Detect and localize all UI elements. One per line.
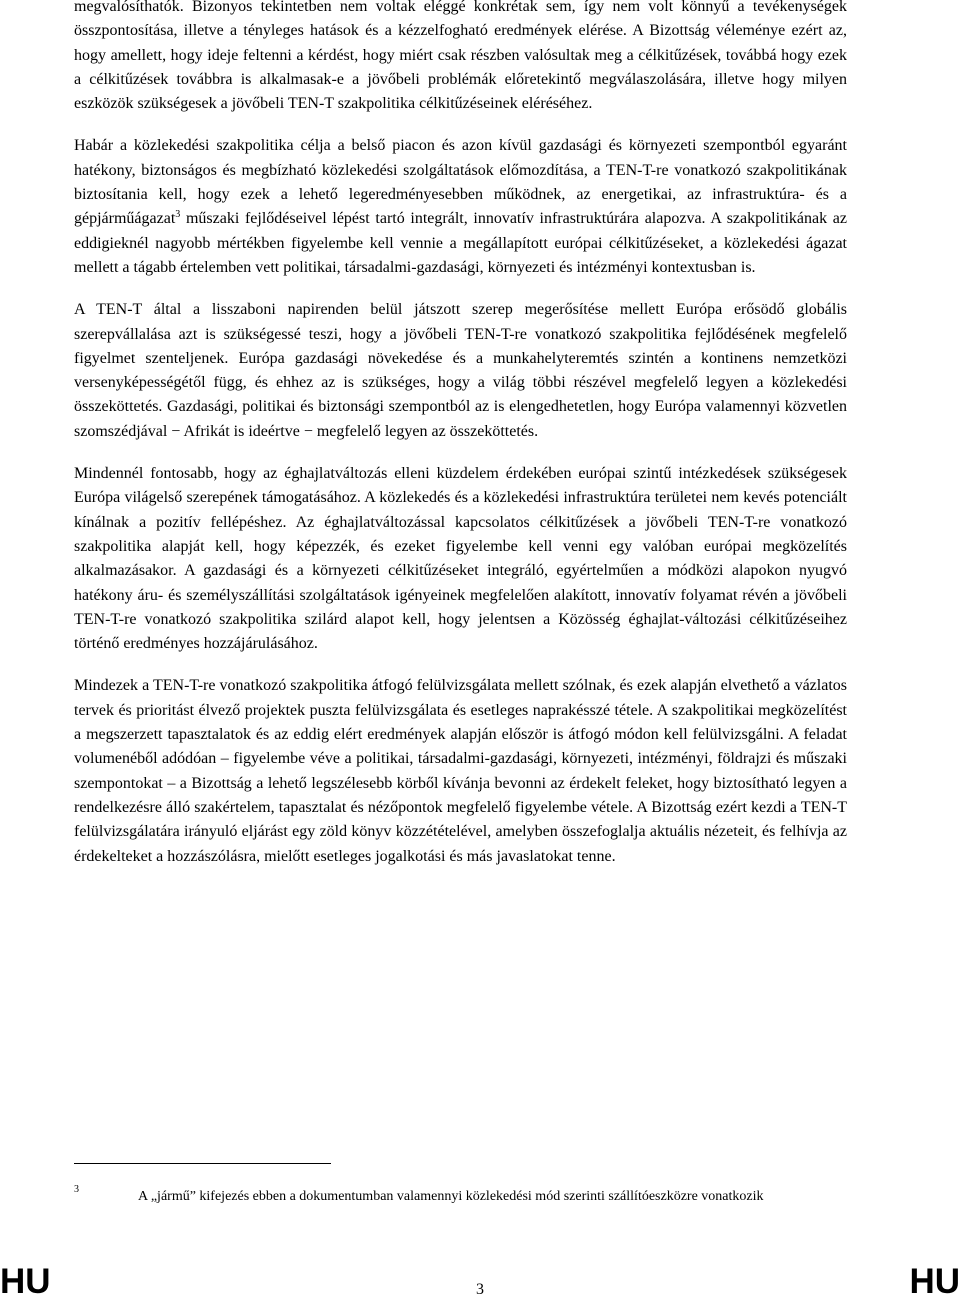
paragraph-2-part-b: műszaki fejlődéseivel lépést tartó integrált, innovatív infrastruktúrára alapozva. A szakpolitikának az eddigieknél nagyobb mértékben figyelembe kell vennie a megállapított európai célkitűzéseket, a közlekedési ágazat mellett a tágabb értelemben vett politikai, társadalmi-gazdasági, környezeti és intézményi kontextusban is.: [74, 210, 847, 276]
paragraph-2-part-a: Habár a közlekedési szakpolitika célja a belső piacon és azon kívül gazdasági és környezeti szempontból egyaránt hatékony, biztonságos és megbízható közlekedési szolgáltatások előmozdítása, a TEN-T-re vonatkozó szakpolitikának biztosítania kell, hogy ezek a lehető legeredményesebben működnek, az energetikai, az infrastruktúra- és a gépjárműágazat: [74, 137, 847, 228]
paragraph-4: Mindennél fontosabb, hogy az éghajlatváltozás elleni küzdelem érdekében európai szintű intézkedések szükségesek Európa világelső szerepének támogatásához. A közlekedés és a közlekedési infrastruktúra területei nem kevés potenciált kínálnak a pozitív fellépéshez. Az éghajlatváltozással kapcsolatos célkitűzések a jövőbeli TEN-T-re vonatkozó szakpolitika alapját kell, hogy képezzék, és ezeket figyelembe kell venni egy valóban európai megközelítés alkalmazásakor. A gazdasági és a környezeti célkitűzéseket integráló, egyértelműen a módközi alapokon nyugvó hatékony áru- és személyszállítási szolgáltatások igényeinek megfelelően alakított, innovatív folyamat révén a jövőbeli TEN-T-re vonatkozó szakpolitika szilárd alapot kell, hogy jelentsen a Közösség éghajlat-változási célkitűzéseihez történő eredményes hozzájárulásához.: [74, 465, 847, 653]
paragraph-1: megvalósíthatók. Bizonyos tekintetben nem voltak eléggé konkrétak sem, így nem volt könnyű a tevékenységek összpontosítása, illetve a tényleges hatások és a kézzelfogható eredmények elérése. A Bizottság véleménye ezért az, hogy amellett, hogy ideje feltenni a kérdést, hogy miért csak részben valósultak meg a célkitűzések, továbbá hogy ezek a célkitűzések továbbra is alkalmasak-e a jövőbeli problémák előretekintő megválaszolására, illetve hogy milyen eszközök szükségesek a jövőbeli TEN-T szakpolitika célkitűzéseinek eléréséhez.: [74, 0, 847, 113]
paragraph-3: A TEN-T által a lisszaboni napirenden belül játszott szerep megerősítése mellett Európa erősödő globális szerepvállalása azt is szükségessé teszi, hogy a jövőbeli TEN-T-re vonatkozó szakpolitika fejlődésének megfelelő figyelmet szenteljenek. Európa gazdasági növekedése és a munkahelyteremtés szintén a kontinens nemzetközi versenyképességétől függ, és ehhez az is szükséges, hogy a világ többi részével megfelelő legyen a közlekedési összeköttetés. Gazdasági, politikai és biztonsági szempontból az is elengedhetetlen, hogy Európa valamennyi közvetlen szomszédjával − Afrikát is ideértve − megfelelő legyen az összeköttetés.: [74, 301, 847, 440]
footnote-reference: 3: [175, 209, 181, 221]
document-body: [74, 0, 847, 869]
footnote-text: A „jármű” kifejezés ebben a dokumentumban valamennyi közlekedési mód szerinti szállítóeszközre vonatkozik: [138, 1189, 764, 1204]
paragraph-5: Mindezek a TEN-T-re vonatkozó szakpolitika átfogó felülvizsgálata mellett szólnak, és ezek alapján elvethető a vázlatos tervek és prioritást élvező projektek puszta felülvizsgálata és esetleges naprakésszé tétele. A szakpolitikai megközelítést a megszerzett tapasztalatok és az eddig elért eredmények alapján először is átfogó módon kell felülvizsgálni. A feladat volumenéből adódóan – figyelembe véve a politikai, társadalmi-gazdasági, környezeti, intézményi, földrajzi és műszaki szempontokat – a Bizottság a lehető legszélesebb körből kívánja bevonni az érdekelt feleket, hogy biztosítható legyen a rendelkezésre álló szakértelem, tapasztalat és nézőpontok megfelelő figyelembe vétele. A Bizottság ezért kezdi a TEN-T felülvizsgálatára irányuló eljárást egy zöld könyv közzétételével, amelyben összefoglalja aktuális nézeteit, és felhívja az érdekelteket a hozzászólásra, mielőtt esetleges jogalkotási és más javaslatokat tenne.: [74, 677, 847, 865]
page-number: 3: [476, 1281, 484, 1298]
language-code-left: HU: [0, 1262, 51, 1301]
footnote-marker: 3: [74, 1184, 79, 1195]
language-code-right: HU: [909, 1262, 960, 1301]
paragraph-2: [74, 134, 847, 280]
footnote-separator: [74, 1163, 331, 1164]
